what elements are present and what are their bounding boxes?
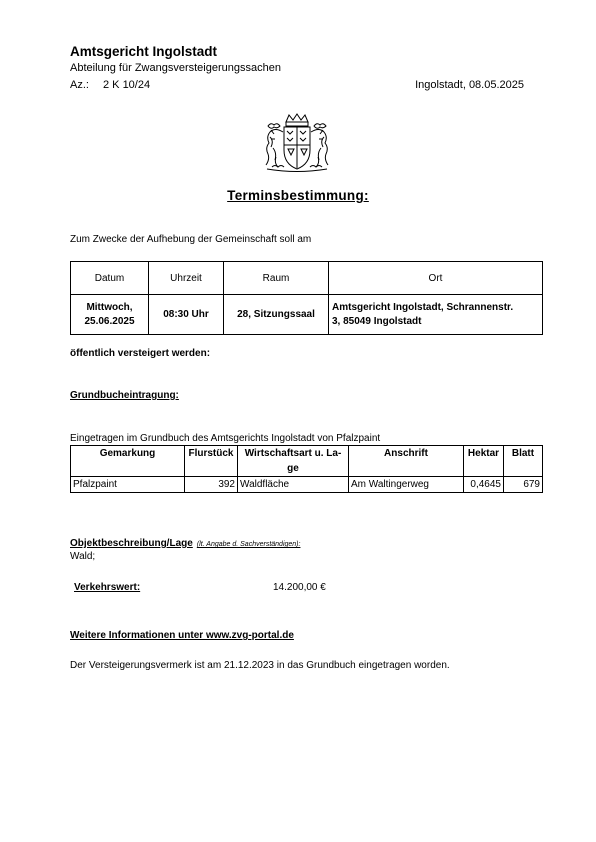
- table-header-row: [71, 262, 543, 295]
- market-value: 14.200,00 €: [273, 582, 326, 593]
- table-header-row: [71, 446, 543, 477]
- wirtschaftsart-cell: Waldfläche: [238, 477, 349, 493]
- column-header-uhrzeit: Uhrzeit: [149, 262, 224, 295]
- case-number-label: Az.:: [70, 79, 89, 91]
- market-value-label: Verkehrswert:: [74, 582, 141, 593]
- header-line-1: Wirtschaftsart u. La-: [244, 448, 342, 459]
- object-description-text: Wald;: [70, 551, 96, 562]
- land-register-intro: Eingetragen im Grundbuch des Amtsgerichts Ingolstadt von Pfalzpaint: [70, 433, 381, 444]
- column-header-hektar: Hektar: [464, 446, 504, 477]
- time-cell: 08:30 Uhr: [149, 295, 224, 335]
- department-name: Abteilung für Zwangsversteigerungssachen: [70, 62, 281, 74]
- column-header-datum: Datum: [71, 262, 149, 295]
- appointment-table: [70, 261, 543, 335]
- column-header-anschrift: Anschrift: [349, 446, 464, 477]
- object-description-heading: [70, 538, 300, 549]
- object-description-note: (lt. Angabe d. Sachverständigen):: [196, 541, 301, 548]
- object-description-label: Objektbeschreibung/Lage: [70, 538, 193, 549]
- anschrift-cell: Am Waltingerweg: [349, 477, 464, 493]
- blatt-cell: 679: [504, 477, 543, 493]
- intro-text: Zum Zwecke der Aufhebung der Gemeinschaft soll am: [70, 234, 312, 245]
- column-header-gemarkung: Gemarkung: [71, 446, 185, 477]
- place-date: Ingolstadt, 08.05.2025: [415, 79, 524, 91]
- flurstueck-cell: 392: [185, 477, 238, 493]
- column-header-blatt: Blatt: [504, 446, 543, 477]
- court-name: Amtsgericht Ingolstadt: [70, 44, 218, 59]
- case-number: 2 K 10/24: [103, 79, 151, 91]
- table-row: [71, 295, 543, 335]
- date-cell: [71, 295, 149, 335]
- location-line-2: 3, 85049 Ingolstadt: [332, 315, 422, 327]
- header-line-2: ge: [287, 463, 299, 474]
- bavarian-coat-of-arms-icon: [262, 112, 332, 174]
- column-header-flurstueck: Flurstück: [185, 446, 238, 477]
- location-line-1: Amtsgericht Ingolstadt, Schrannenstr.: [332, 301, 514, 313]
- auction-text: öffentlich versteigert werden:: [70, 348, 211, 359]
- column-header-ort: Ort: [329, 262, 543, 295]
- table-row: [71, 477, 543, 493]
- land-register-heading: Grundbucheintragung:: [70, 390, 179, 401]
- column-header-raum: Raum: [224, 262, 329, 295]
- column-header-wirtschaftsart: [238, 446, 349, 477]
- hektar-cell: 0,4645: [464, 477, 504, 493]
- more-info-link[interactable]: Weitere Informationen unter www.zvg-portal.de: [70, 630, 294, 641]
- location-cell: [329, 295, 543, 335]
- document-title: Terminsbestimmung:: [227, 188, 369, 203]
- date: 25.06.2025: [84, 315, 135, 327]
- room-cell: 28, Sitzungssaal: [224, 295, 329, 335]
- registration-note: Der Versteigerungsvermerk ist am 21.12.2023 in das Grundbuch eingetragen worden.: [70, 660, 450, 671]
- land-register-table: [70, 445, 543, 493]
- weekday: Mittwoch,: [86, 301, 133, 313]
- gemarkung-cell: Pfalzpaint: [71, 477, 185, 493]
